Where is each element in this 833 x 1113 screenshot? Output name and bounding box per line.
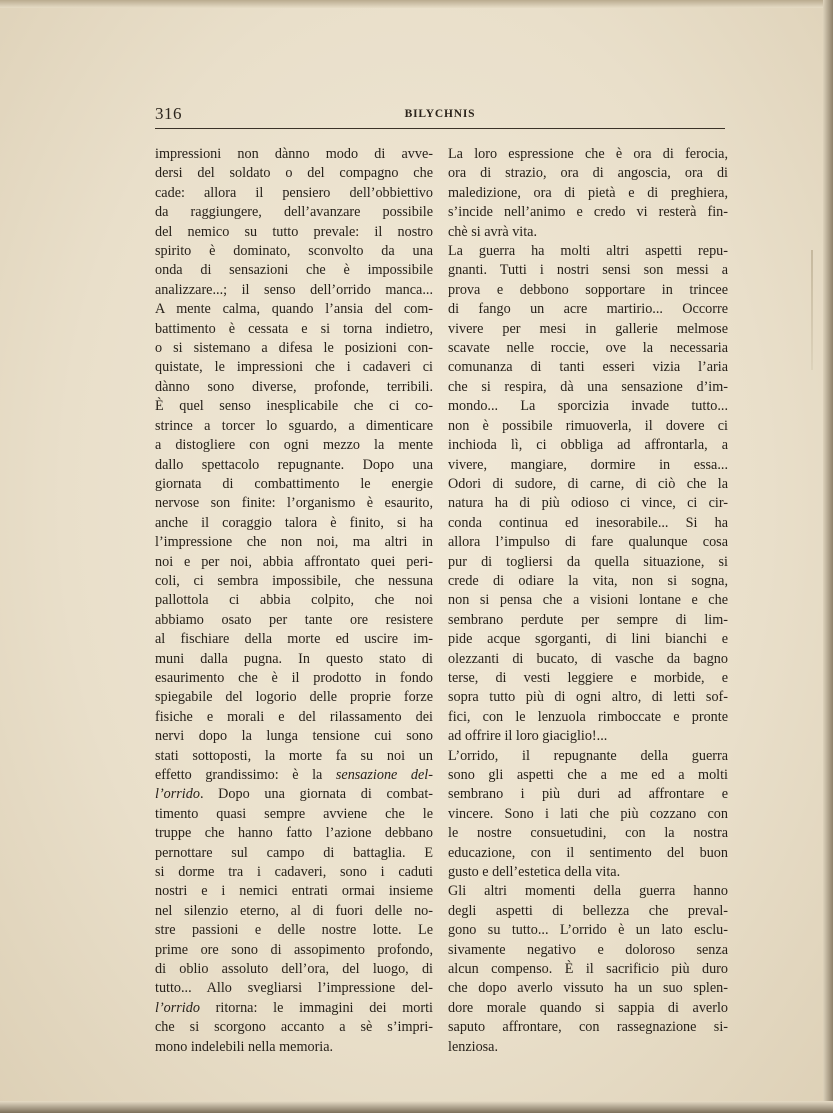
text-line [155, 203, 433, 222]
text-line [448, 805, 728, 824]
line-text: prova e debbono sopportare in trincee [448, 281, 728, 298]
line-text: che si respira, dà una sensazione d’im- [448, 378, 728, 395]
text-line [448, 882, 728, 901]
text-line [155, 494, 433, 513]
line-text: comunanza di tanti esseri vizia l’aria [448, 359, 728, 376]
line-text: inchioda lì, ci obbliga ad affrontarla, a [448, 437, 728, 454]
line-text: timento quasi sempre avviene che le [155, 805, 433, 822]
line-text: che dopo averlo vissuto ha un suo splen- [448, 980, 728, 997]
text-line [448, 475, 728, 494]
text-line [448, 494, 728, 513]
text-line [448, 533, 728, 552]
line-text: stati sottoposti, la morte fa su noi un [155, 747, 433, 764]
line-text: nel silenzio eterno, al di fuori delle no- [155, 902, 433, 919]
text-line [448, 145, 728, 164]
text-line [448, 572, 728, 591]
page-number: 316 [155, 104, 182, 123]
line-text: non si pensa che a visioni lontane e che [448, 592, 728, 609]
line-text: al fischiare della morte ed uscire im- [155, 631, 433, 648]
text-line [155, 553, 433, 572]
text-line [155, 417, 433, 436]
line-text: pernottare sul campo di battaglia. E [155, 844, 433, 861]
text-line [448, 650, 728, 669]
line-text: sivamente negativo e doloroso senza [448, 941, 728, 958]
line-text: alcun compenso. È il sacrificio più duro [448, 961, 728, 978]
page-bottom-edge [0, 1101, 833, 1113]
text-line [155, 941, 433, 960]
line-text: vincere. Sono i lati che più cozzano con [448, 805, 728, 822]
left-column [155, 145, 433, 1057]
text-line [448, 747, 728, 766]
text-line [155, 863, 433, 882]
text-line [448, 514, 728, 533]
line-text: ritorna: le immagini dei morti [199, 999, 433, 1016]
text-line [448, 242, 728, 261]
line-text: educazione, con il sentimento del buon [448, 844, 728, 861]
text-line [155, 669, 433, 688]
line-text: onda di sensazioni che è impossibile [155, 262, 433, 279]
line-text: gono su tutto... L’orrido è un lato esclu- [448, 922, 728, 939]
line-text: chè si avrà vita. [448, 223, 538, 240]
line-text: lenziosa. [448, 1038, 499, 1055]
line-text: La loro espressione che è ora di ferocia, [448, 146, 728, 162]
text-line [155, 145, 433, 164]
line-text: gnanti. Tutti i nostri sensi son messi a [448, 262, 728, 279]
text-line [448, 223, 728, 242]
line-text: vivere, mangiare, dormire in essa... [448, 456, 728, 473]
text-line [448, 727, 728, 746]
text-line [155, 164, 433, 183]
line-text: tutto... Allo svegliarsi l’impressione del- [155, 980, 433, 997]
text-line [448, 378, 728, 397]
text-line [448, 456, 728, 475]
text-line [155, 824, 433, 843]
line-text: gusto e dell’estetica della vita. [448, 864, 621, 881]
line-text: abbiamo osato per tante ore resistere [155, 611, 433, 628]
text-line [448, 553, 728, 572]
line-text: vivere per mesi in gallerie melmose [448, 320, 728, 337]
text-line [155, 1038, 433, 1057]
text-line [155, 184, 433, 203]
text-line [155, 727, 433, 746]
text-line [155, 1018, 433, 1037]
line-text: mondo... La sporcizia invade tutto... [448, 398, 728, 415]
line-text: scavate nelle roccie, ove la necessaria [448, 340, 728, 357]
line-text: analizzare...; il senso dell’orrido manca... [155, 281, 433, 298]
text-line [155, 805, 433, 824]
text-line [448, 339, 728, 358]
text-line [448, 417, 728, 436]
page-crease [811, 250, 813, 370]
text-line [155, 960, 433, 979]
text-line [448, 261, 728, 280]
line-text: crede di odiare la vita, non si sogna, [448, 572, 728, 589]
line-text: pur di togliersi da quella situazione, si [448, 553, 728, 570]
line-text: nervose son finite: l’organismo è esaurito, [155, 495, 433, 512]
text-line [448, 979, 728, 998]
line-text: le nostre consuetudini, con la nostra [448, 825, 728, 842]
line-text: muni dalla pugna. In questo stato di [155, 650, 433, 667]
line-text: cade: allora il pensiero dell’obbiettivo [155, 184, 433, 201]
line-text: degli aspetti di bellezza che preval- [448, 902, 728, 919]
line-text: dersi del soldato o del compagno che [155, 165, 433, 182]
text-line [155, 630, 433, 649]
text-line [155, 785, 433, 804]
line-text: ad offrire il loro giaciglio!... [448, 728, 608, 745]
text-line [448, 1018, 728, 1037]
line-text: strince a torcer lo sguardo, a dimenticare [155, 417, 433, 434]
text-line [448, 281, 728, 300]
line-text: La guerra ha molti altri aspetti repu- [448, 243, 728, 260]
line-text: conda continua ed inesorabile... Si ha [448, 514, 728, 531]
line-text: sembrano perdute per sempre di lim- [448, 611, 728, 628]
line-text: nervi dopo la lunga tensione cui sono [155, 728, 433, 745]
text-line [448, 708, 728, 727]
line-text: coli, ci sembra impossibile, che nessuna [155, 572, 433, 589]
line-text: truppe che hanno fatto l’azione debbano [155, 825, 433, 842]
line-text: fici, con le lenzuola rimboccate e pronte [448, 708, 728, 725]
page-header [155, 104, 725, 129]
text-line [448, 436, 728, 455]
text-line [448, 184, 728, 203]
line-text: si dorme tra i cadaveri, sono i caduti [155, 864, 433, 881]
line-text: l’impressione che non noi, ma altri in [155, 534, 433, 551]
text-line [155, 766, 433, 785]
text-line [448, 669, 728, 688]
text-line [155, 397, 433, 416]
text-line [448, 824, 728, 843]
line-text: dallo spettacolo repugnante. Dopo una [155, 456, 433, 473]
text-line [448, 863, 728, 882]
italic-text: l’orrido [155, 786, 200, 803]
line-text: da raggiungere, dell’avanzare possibile [155, 204, 433, 221]
line-text: s’incide nell’animo e credo vi resterà fin- [448, 204, 728, 221]
text-line [155, 358, 433, 377]
text-line [155, 339, 433, 358]
line-text: . Dopo una giornata di combat- [199, 786, 433, 803]
line-text: giornata di combattimento le energie [155, 475, 433, 492]
line-text: sono gli aspetti che a me ed a molti [448, 767, 728, 783]
text-line [155, 844, 433, 863]
line-text: spiegabile del logorio delle proprie forze [155, 689, 433, 706]
line-text: del nemico su tutto prevale: il nostro [155, 223, 433, 240]
text-line [155, 261, 433, 280]
page-right-edge [823, 0, 833, 1113]
text-line [155, 591, 433, 610]
text-line [448, 941, 728, 960]
text-line [155, 436, 433, 455]
italic-text: l’orrido [155, 999, 200, 1016]
text-line [448, 358, 728, 377]
line-text: di oblio assoluto dell’ora, del luogo, di [155, 961, 433, 978]
line-text: terse, di vesti leggiere e morbide, e [448, 669, 728, 686]
line-text: spirito è dominato, sconvolto da una [155, 243, 433, 260]
text-line [155, 456, 433, 475]
line-text: mono indelebili nella memoria. [155, 1038, 334, 1055]
text-line [155, 378, 433, 397]
text-line [155, 747, 433, 766]
line-text: pallottola ci abbia colpito, che noi [155, 592, 433, 609]
line-text: dore morale quando si sappia di averlo [448, 999, 728, 1016]
text-line [155, 223, 433, 242]
line-text: stre passioni e delle nostre lotte. Le [155, 922, 433, 939]
text-line [448, 688, 728, 707]
line-text: L’orrido, il repugnante della guerra [448, 747, 728, 764]
text-line [155, 242, 433, 261]
line-text: fisiche e morali e del rilassamento dei [155, 708, 433, 725]
text-line [448, 921, 728, 940]
line-text: saputo affrontare, con rassegnazione si- [448, 1019, 728, 1036]
line-text: esaurimento che è il prodotto in fondo [155, 669, 433, 686]
text-line [155, 281, 433, 300]
text-line [155, 572, 433, 591]
line-text: quistate, le impressioni che i cadaveri ci [155, 359, 433, 376]
line-text: A mente calma, quando l’ansia del com- [155, 301, 433, 318]
line-text: nostri e i nemici entrati ormai insieme [155, 883, 433, 900]
text-line [448, 1038, 728, 1057]
line-text: effetto grandissimo: è la [155, 767, 336, 783]
text-line [448, 203, 728, 222]
line-text: allora l’impulso di fare qualunque cosa [448, 534, 728, 551]
line-text: prime ore sono di assopimento profondo, [155, 941, 433, 958]
text-line [448, 785, 728, 804]
line-text: olezzanti di bucato, di vasche da bagno [448, 650, 728, 667]
text-line [155, 514, 433, 533]
text-line [448, 766, 728, 785]
running-head: BILYCHNIS [404, 108, 476, 120]
text-line [448, 999, 728, 1018]
line-text: sembrano i più duri ad affrontare e [448, 786, 728, 803]
text-line [448, 960, 728, 979]
line-text: pide acque sgorganti, di lini bianchi e [448, 631, 728, 648]
text-line [155, 320, 433, 339]
text-line [448, 630, 728, 649]
line-text: ora di strazio, ora di angoscia, ora di [448, 165, 728, 182]
line-text: natura ha di più odioso ci vince, ci cir- [448, 495, 728, 512]
line-text: di fango un acre martirio... Occorre [448, 301, 728, 318]
italic-text: sensazione del- [335, 767, 433, 783]
text-line [448, 164, 728, 183]
line-text: a distogliere con ogni mezzo la mente [155, 437, 433, 454]
line-text: Odori di sudore, di carne, di ciò che la [448, 475, 728, 492]
text-line [155, 650, 433, 669]
line-text: o si sistemano a difesa le posizioni con- [155, 340, 433, 357]
text-line [155, 999, 433, 1018]
line-text: anche il coraggio talora è finito, si ha [155, 514, 433, 531]
right-column [448, 145, 728, 1057]
text-line [155, 882, 433, 901]
page-top-edge [0, 0, 833, 8]
text-line [155, 979, 433, 998]
text-line [448, 844, 728, 863]
text-line [155, 708, 433, 727]
line-text: battimento è cessata e si torna indietro, [155, 320, 433, 337]
line-text: È quel senso inesplicabile che ci co- [155, 398, 433, 415]
text-line [448, 300, 728, 319]
line-text: non è possibile rimuoverla, il dovere ci [448, 417, 728, 434]
line-text: dànno sono diverse, profonde, terribili. [155, 378, 433, 395]
text-line [448, 397, 728, 416]
text-line [448, 902, 728, 921]
text-line [448, 591, 728, 610]
line-text: impressioni non dànno modo di avve- [155, 146, 433, 162]
line-text: Gli altri momenti della guerra hanno [448, 883, 728, 900]
text-line [155, 611, 433, 630]
line-text: sopra tutto più di ogni altro, di letti sof- [448, 689, 728, 706]
text-line [155, 475, 433, 494]
line-text: che si scorgono accanto a sè s’impri- [155, 1019, 433, 1036]
text-line [155, 300, 433, 319]
text-line [155, 688, 433, 707]
line-text: maledizione, ora di pietà e di preghiera, [448, 184, 728, 201]
text-line [155, 921, 433, 940]
text-line [155, 533, 433, 552]
text-line [448, 320, 728, 339]
text-line [155, 902, 433, 921]
text-line [448, 611, 728, 630]
line-text: noi e per noi, abbia affrontato quei peri- [155, 553, 433, 570]
